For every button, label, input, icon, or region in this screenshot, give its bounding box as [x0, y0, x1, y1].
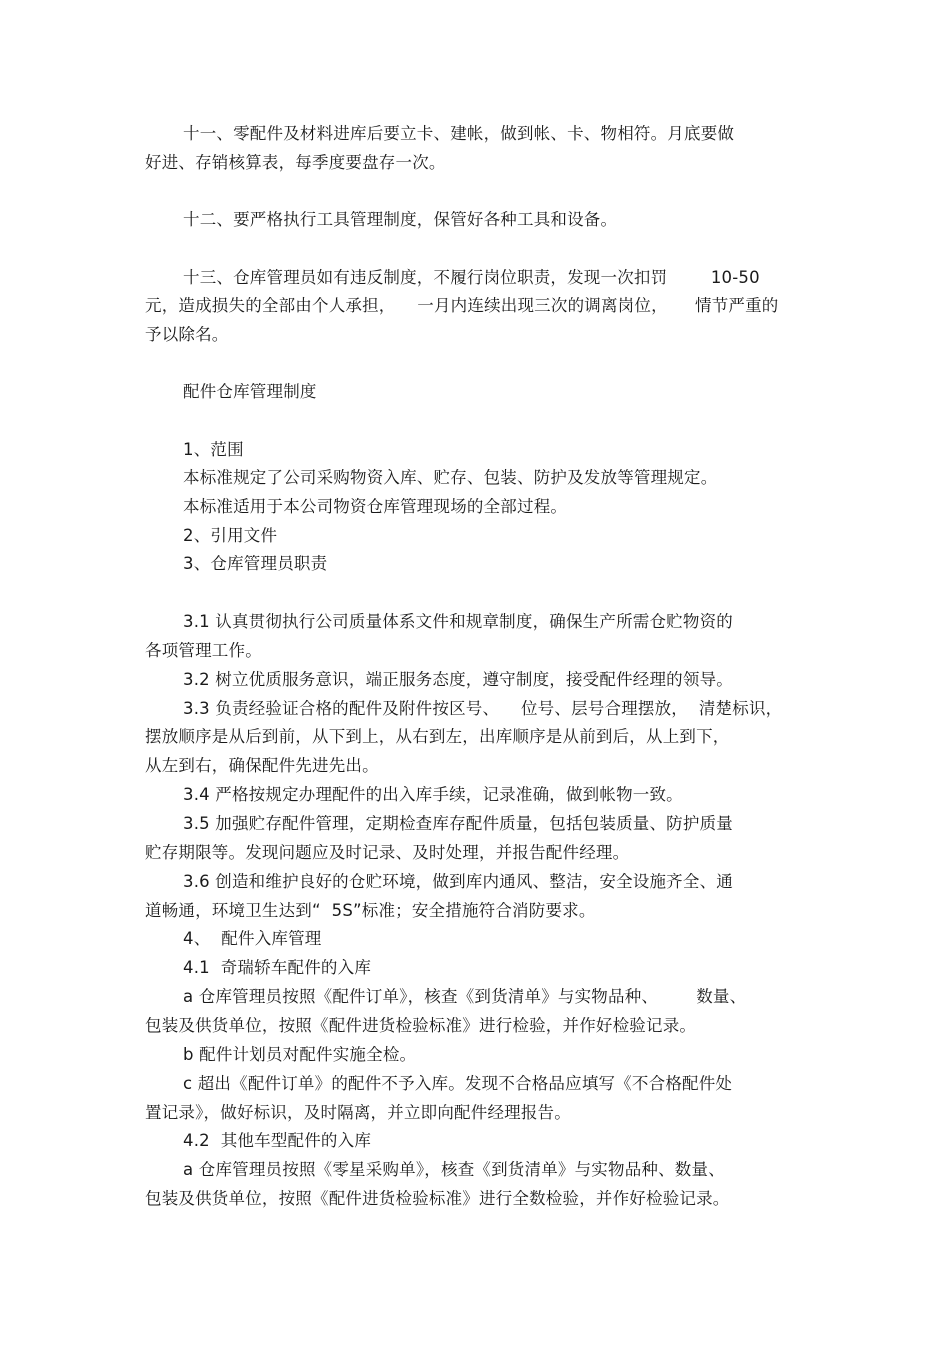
duty-3-3-line-3: 从左到右，确保配件先进先出。 [145, 756, 379, 775]
duty-3-6-line-2: 道畅通，环境卫生达到“ 5S”标准；安全措施符合消防要求。 [145, 901, 596, 920]
section-title: 配件仓库管理制度 [183, 382, 317, 401]
rule-11-line-2: 好进、存销核算表，每季度要盘存一次。 [145, 153, 446, 172]
duty-3-6-line-1: 3.6 创造和维护良好的仓贮环境，做到库内通风、整洁，安全设施齐全、通 [183, 872, 733, 891]
duty-3-2: 3.2 树立优质服务意识，端正服务态度，遵守制度，接受配件经理的领导。 [183, 670, 733, 689]
scope-text-2: 本标准适用于本公司物资仓库管理现场的全部过程。 [183, 497, 568, 516]
rule-13-line-1: 十三、仓库管理员如有违反制度，不履行岗位职责，发现一次扣罚 10-50 [183, 268, 760, 287]
item-4-2-a-line-2: 包装及供货单位，按照《配件进货检验标准》进行全数检验，并作好检验记录。 [145, 1189, 730, 1208]
duty-3-4: 3.4 严格按规定办理配件的出入库手续，记录准确，做到帐物一致。 [183, 785, 683, 804]
item-4-1-b: b 配件计划员对配件实施全检。 [183, 1045, 417, 1064]
item-4-1-c-line-2: 置记录》，做好标识，及时隔离，并立即向配件经理报告。 [145, 1103, 571, 1122]
item-4-1-c-line-1: c 超出《配件订单》的配件不予入库。发现不合格品应填写《不合格配件处 [183, 1074, 733, 1093]
rule-11-line-1: 十一、零配件及材料进库后要立卡、建帐，做到帐、卡、物相符。月底要做 [183, 124, 735, 143]
duty-3-5-line-1: 3.5 加强贮存配件管理，定期检查库存配件质量，包括包装质量、防护质量 [183, 814, 733, 833]
duty-3-3-line-1: 3.3 负责经验证合格的配件及附件按区号、 位号、层号合理摆放， 清楚标识， [183, 699, 783, 718]
rule-13-line-2: 元，造成损失的全部由个人承担， 一月内连续出现三次的调离岗位， 情节严重的 [145, 296, 779, 315]
item-4-1-a-line-2: 包装及供货单位，按照《配件进货检验标准》进行检验，并作好检验记录。 [145, 1016, 697, 1035]
heading-duties: 3、仓库管理员职责 [183, 554, 328, 573]
rule-13-line-3: 予以除名。 [145, 325, 229, 344]
heading-4-2: 4.2 其他车型配件的入库 [183, 1131, 372, 1150]
duty-3-1-line-2: 各项管理工作。 [145, 641, 262, 660]
heading-4-1: 4.1 奇瑞轿车配件的入库 [183, 958, 372, 977]
duty-3-1-line-1: 3.1 认真贯彻执行公司质量体系文件和规章制度，确保生产所需仓贮物资的 [183, 612, 733, 631]
item-4-2-a-line-1: a 仓库管理员按照《零星采购单》，核查《到货清单》与实物品种、数量、 [183, 1160, 725, 1179]
heading-scope: 1、范围 [183, 440, 244, 459]
heading-references: 2、引用文件 [183, 526, 278, 545]
scope-text-1: 本标准规定了公司采购物资入库、贮存、包装、防护及发放等管理规定。 [183, 468, 718, 487]
duty-3-5-line-2: 贮存期限等。发现问题应及时记录、及时处理，并报告配件经理。 [145, 843, 630, 862]
heading-inbound: 4、 配件入库管理 [183, 929, 322, 948]
item-4-1-a-line-1: a 仓库管理员按照《配件订单》，核查《到货清单》与实物品种、 数量、 [183, 987, 747, 1006]
rule-12: 十二、要严格执行工具管理制度，保管好各种工具和设备。 [183, 210, 618, 229]
duty-3-3-line-2: 摆放顺序是从后到前，从下到上，从右到左，出库顺序是从前到后，从上到下， [145, 727, 730, 746]
